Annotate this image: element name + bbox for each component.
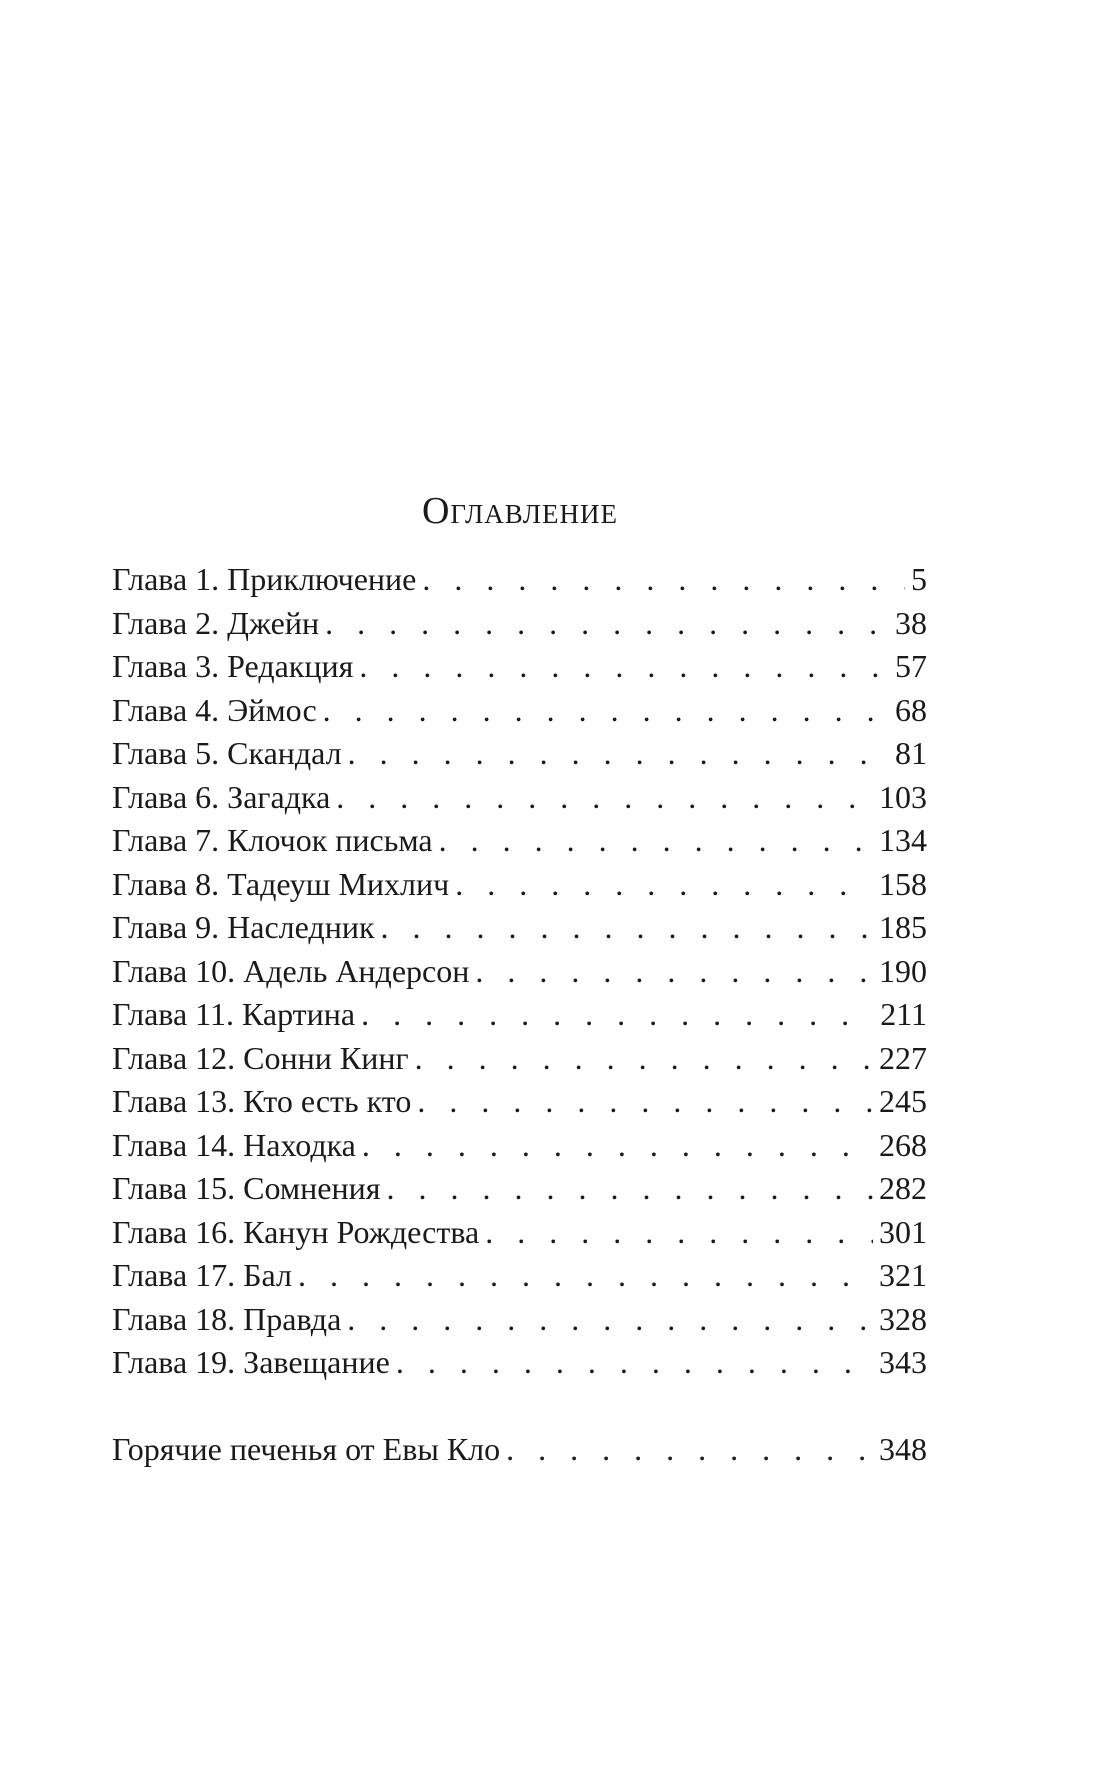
page-number: 282 <box>879 1170 927 1206</box>
chapter-label: Глава 11. Картина <box>112 996 356 1032</box>
toc-entry[interactable] <box>112 1080 927 1124</box>
toc-entry[interactable] <box>112 1341 927 1385</box>
toc-entry[interactable] <box>112 863 927 907</box>
toc-entry[interactable] <box>112 776 927 820</box>
page-number: 190 <box>879 952 927 989</box>
toc-entry[interactable] <box>112 602 927 646</box>
appendix-label: Горячие печенья от Евы Кло <box>112 1431 501 1467</box>
toc-entry-recipes[interactable] <box>112 1428 927 1472</box>
toc-appendix <box>112 1428 927 1472</box>
page-number: 227 <box>879 1039 927 1076</box>
page-number: 38 <box>895 604 927 641</box>
page-number: 103 <box>879 778 927 815</box>
dot-leader <box>455 863 873 907</box>
dot-leader <box>348 732 889 776</box>
toc-entry[interactable] <box>112 1167 927 1211</box>
toc-list <box>112 558 927 1385</box>
chapter-label: Глава 7. Клочок письма <box>112 822 433 858</box>
toc-entry[interactable] <box>112 1037 927 1081</box>
dot-leader <box>298 1254 873 1298</box>
page-number: 328 <box>879 1300 927 1337</box>
page-number: 57 <box>895 648 927 684</box>
dot-leader <box>347 1298 873 1342</box>
page-number: 158 <box>879 865 927 902</box>
dot-leader <box>415 1037 873 1081</box>
toc-entry[interactable] <box>112 1211 927 1255</box>
chapter-label: Глава 2. Джейн <box>112 604 320 641</box>
dot-leader <box>359 645 889 689</box>
toc-entry[interactable] <box>112 732 927 776</box>
dot-leader <box>439 819 873 863</box>
toc-entry[interactable] <box>112 993 927 1037</box>
dot-leader <box>325 602 889 646</box>
page-number: 5 <box>911 561 927 597</box>
page-number: 185 <box>879 909 927 945</box>
dot-leader <box>422 558 905 602</box>
chapter-label: Глава 17. Бал <box>112 1257 292 1293</box>
page-number: 343 <box>879 1344 927 1380</box>
chapter-label: Глава 18. Правда <box>112 1300 342 1337</box>
chapter-label: Глава 9. Наследник <box>112 909 375 945</box>
page-number: 81 <box>895 735 927 771</box>
toc-entry[interactable] <box>112 1124 927 1168</box>
dot-leader <box>417 1080 873 1124</box>
chapter-label: Глава 15. Сомнения <box>112 1170 381 1206</box>
dot-leader <box>485 1211 873 1255</box>
page-number: 268 <box>879 1126 927 1163</box>
chapter-label: Глава 16. Канун Рождества <box>112 1213 480 1250</box>
chapter-label: Глава 10. Адель Андерсон <box>112 952 470 989</box>
page-number: 134 <box>879 822 927 858</box>
chapter-label: Глава 6. Загадка <box>112 778 331 815</box>
page-number: 211 <box>880 996 927 1032</box>
page-number: 301 <box>879 1213 927 1250</box>
dot-leader <box>323 689 889 733</box>
toc-entry[interactable] <box>112 689 927 733</box>
toc-entry[interactable] <box>112 819 927 863</box>
chapter-label: Глава 1. Приключение <box>112 561 417 597</box>
dot-leader <box>396 1341 873 1385</box>
toc-entry[interactable] <box>112 950 927 994</box>
toc-entry[interactable] <box>112 1254 927 1298</box>
chapter-label: Глава 8. Тадеуш Михлич <box>112 865 450 902</box>
toc-entry[interactable] <box>112 1298 927 1342</box>
chapter-label: Глава 12. Сонни Кинг <box>112 1039 409 1076</box>
page-number: 348 <box>879 1431 927 1467</box>
dot-leader <box>475 950 873 994</box>
dot-leader <box>506 1428 873 1472</box>
toc-entry[interactable] <box>112 906 927 950</box>
toc-entry[interactable] <box>112 645 927 689</box>
dot-leader <box>336 776 873 820</box>
page-number: 321 <box>879 1257 927 1293</box>
page-number: 245 <box>879 1083 927 1119</box>
chapter-label: Глава 13. Кто есть кто <box>112 1083 412 1119</box>
dot-leader <box>381 906 874 950</box>
chapter-label: Глава 19. Завещание <box>112 1344 390 1380</box>
chapter-label: Глава 3. Редакция <box>112 648 354 684</box>
chapter-label: Глава 4. Эймос <box>112 691 317 728</box>
dot-leader <box>386 1167 873 1211</box>
dot-leader <box>361 993 874 1037</box>
chapter-label: Глава 5. Скандал <box>112 735 342 771</box>
page-number: 68 <box>895 691 927 728</box>
chapter-label: Глава 14. Находка <box>112 1126 356 1163</box>
dot-leader <box>362 1124 873 1168</box>
toc-entry[interactable] <box>112 558 927 602</box>
toc-title: Оглавление <box>421 490 619 532</box>
